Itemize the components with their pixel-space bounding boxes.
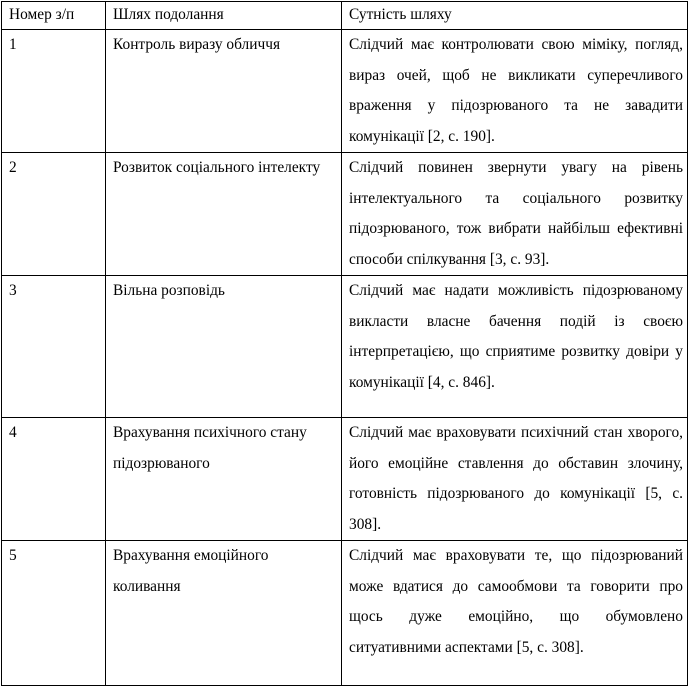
- table-row: [2, 153, 688, 276]
- header-number: Номер з/п: [2, 2, 106, 30]
- table-header-row: [2, 2, 688, 30]
- row-way: Врахування емоційного коливання: [106, 541, 342, 686]
- row-way: Розвиток соціального інтелекту: [106, 153, 342, 276]
- row-essence: Слідчий має надати можливість підозрюваному викласти власне бачення подій із своєю інтерпретацією, що сприятиме розвитку довіри у комунікації [4, с. 846].: [342, 276, 688, 418]
- row-essence: Слідчий має контролювати свою міміку, погляд, вираз очей, щоб не викликати суперечливого враження у підозрюваного та не завадити комунікації [2, с. 190].: [342, 30, 688, 153]
- ways-table: [1, 1, 688, 686]
- row-number: 5: [2, 541, 106, 686]
- header-essence: Сутність шляху: [342, 2, 688, 30]
- table-row: [2, 30, 688, 153]
- row-way: Врахування психічного стану підозрюваного: [106, 418, 342, 541]
- row-number: 4: [2, 418, 106, 541]
- row-way: Контроль виразу обличчя: [106, 30, 342, 153]
- table-row: [2, 276, 688, 418]
- row-essence: Слідчий має враховувати психічний стан хворого, його емоційне ставлення до обставин злочину, готовність підозрюваного до комунікації [5, с. 308].: [342, 418, 688, 541]
- header-way: Шлях подолання: [106, 2, 342, 30]
- row-way: Вільна розповідь: [106, 276, 342, 418]
- row-essence: Слідчий повинен звернути увагу на рівень інтелектуального та соціального розвитку підозрюваного, тож вибрати найбільш ефективні способи спілкування [3, с. 93].: [342, 153, 688, 276]
- row-number: 3: [2, 276, 106, 418]
- table-row: [2, 418, 688, 541]
- row-number: 2: [2, 153, 106, 276]
- row-essence: Слідчий має враховувати те, що підозрюваний може вдатися до самообмови та говорити про щось дуже емоційно, що обумовлено ситуативними аспектами [5, с. 308].: [342, 541, 688, 686]
- row-number: 1: [2, 30, 106, 153]
- table-row: [2, 541, 688, 686]
